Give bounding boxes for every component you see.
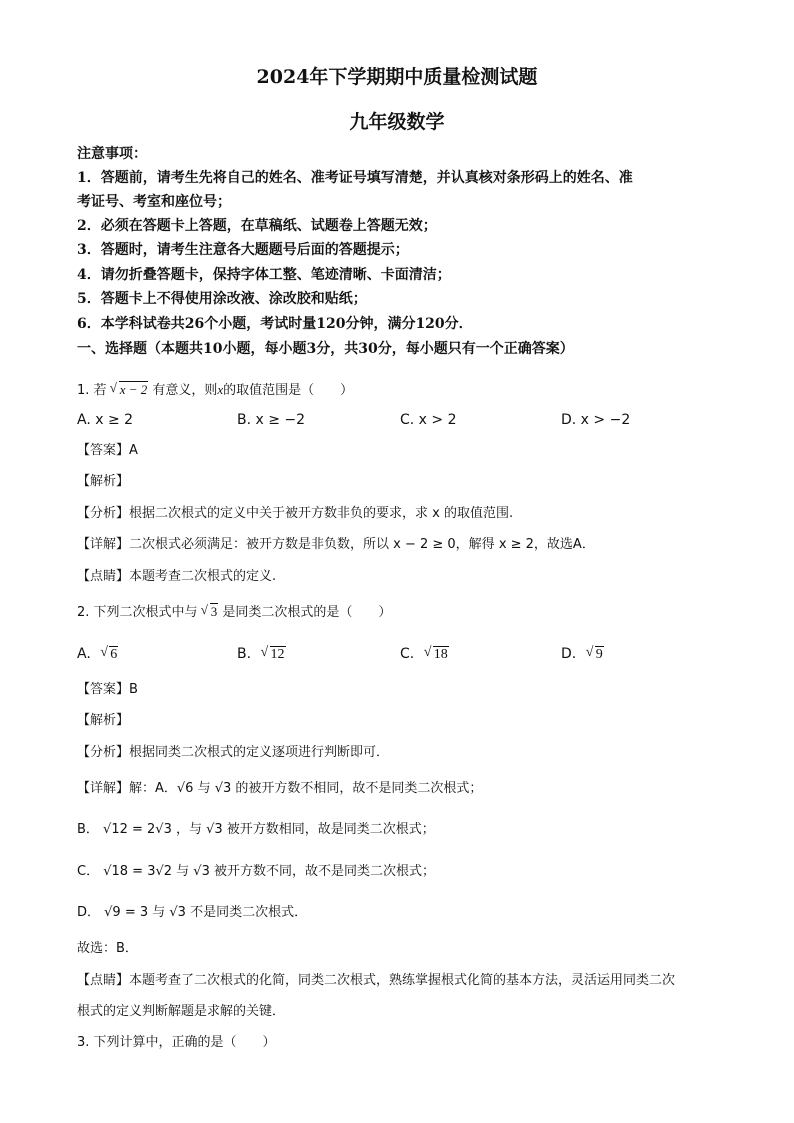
notice-heading: 注意事项：: [77, 146, 147, 162]
q1-option-c: C. x > 2: [400, 412, 457, 428]
q1-jiexi: 【解析】: [77, 474, 130, 489]
q2-option-b: B. √ 12: [237, 644, 286, 665]
notice-item: 考证号、考室和座位号；: [77, 194, 231, 210]
q1-fenxi: 【分析】根据二次根式的定义中关于被开方数非负的要求，求 x 的取值范围.: [77, 506, 514, 521]
radical-expression: √ x − 2: [111, 380, 149, 400]
page-title: 2024年下学期期中质量检测试题: [256, 66, 538, 88]
q2-answer: 【答案】B: [77, 682, 138, 697]
q2-detail-a: 【详解】解：A．√6 与 √3 的被开方数不相同，故不是同类二次根式；: [77, 781, 483, 796]
q1-option-b: B. x ≥ −2: [237, 412, 306, 428]
q1-xiangjie: 【详解】二次根式必须满足：被开方数是非负数，所以 x − 2 ≥ 0，解得 x ≥ 2，故选A．: [77, 537, 595, 552]
notice-item: 6．本学科试卷共26个小题，考试时量120分钟，满分120分．: [77, 316, 473, 332]
question-3-stem: 3. 下列计算中，正确的是（ ）: [77, 1035, 276, 1050]
section-heading: 一、选择题（本题共10小题，每小题3分，共30分，每小题只有一个正确答案）: [77, 341, 574, 357]
notice-item: 1．答题前，请考生先将自己的姓名、准考证号填写清楚，并认真核对条形码上的姓名、准: [77, 170, 633, 186]
notice-item: 4．请勿折叠答题卡，保持字体工整、笔迹清晰、卡面清洁；: [77, 267, 451, 283]
q1-option-a: A. x ≥ 2: [77, 412, 134, 428]
q2-detail-c: C． √18 = 3√2 与 √3 被开方数不同，故不是同类二次根式；: [77, 864, 435, 879]
q2-detail-b: B． √12 = 2√3 ，与 √3 被开方数相同，故是同类二次根式；: [77, 822, 435, 837]
q1-answer: 【答案】A: [77, 443, 138, 458]
q2-detail-d: D． √9 = 3 与 √3 不是同类二次根式．: [77, 905, 308, 920]
question-1-stem: 1. 若 √ x − 2 有意义，则x的取值范围是（ ）: [77, 380, 353, 401]
notice-item: 3．答题时，请考生注意各大题题号后面的答题提示；: [77, 242, 409, 258]
q2-option-d: D. √ 9: [561, 644, 604, 665]
q1-dianjing: 【点睛】本题考查二次根式的定义.: [77, 569, 277, 584]
q2-dianjing-line2: 根式的定义判断解题是求解的关键．: [77, 1004, 286, 1019]
notice-item: 5．答题卡上不得使用涂改液、涂改胶和贴纸；: [77, 291, 367, 307]
q2-fenxi: 【分析】根据同类二次根式的定义逐项进行判断即可．: [77, 745, 390, 760]
page-subtitle: 九年级数学: [349, 111, 445, 133]
q2-dianjing-line1: 【点睛】本题考查了二次根式的化简，同类二次根式，熟练掌握根式化简的基本方法，灵活运用同类二次: [77, 973, 676, 988]
q1-option-d: D. x > −2: [561, 412, 631, 428]
q2-option-c: C. √ 18: [400, 644, 449, 665]
q2-choice: 故选：B．: [77, 941, 138, 956]
radical-expression: √ 3: [202, 602, 219, 622]
q2-jiexi: 【解析】: [77, 713, 130, 728]
notice-item: 2．必须在答题卡上答题，在草稿纸、试题卷上答题无效；: [77, 218, 437, 234]
q2-option-a: A. √ 6: [77, 644, 118, 665]
question-2-stem: 2. 下列二次根式中与 √ 3 是同类二次根式的是（ ）: [77, 602, 391, 623]
